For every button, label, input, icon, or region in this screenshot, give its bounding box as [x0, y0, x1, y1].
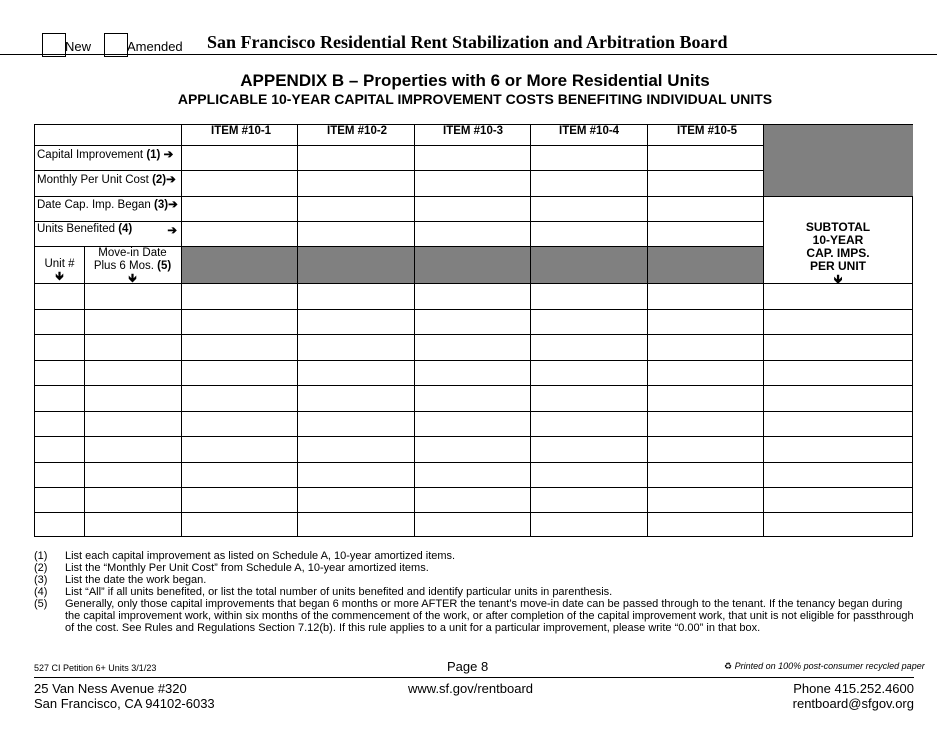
- arrow-right-icon: ➔: [166, 174, 176, 186]
- row-label-units-benefited: [37, 223, 179, 235]
- subtotal-header: [763, 221, 913, 286]
- footnote-text: List the date the work began.: [65, 574, 207, 586]
- address-line2: San Francisco, CA 94102-6033: [34, 696, 215, 711]
- footnotes: [34, 550, 914, 634]
- footnote-text: List each capital improvement as listed on Schedule A, 10-year amortized items.: [65, 550, 456, 562]
- page-subtitle: APPLICABLE 10-YEAR CAPITAL IMPROVEMENT COSTS BENEFITING INDIVIDUAL UNITS: [177, 91, 773, 107]
- movein-line2: Plus 6 Mos.: [93, 260, 154, 272]
- footnote-text: Generally, only those capital improvements that began 6 months or more AFTER the tenant’s move-in date can be passed through to the tenant. If the tenancy began during the capital improvement work, within six months of the commencement of the work, or after completion of the capital improvement work, that unit is not eligible for passthrough of the cost. See Rules and Regulations Section 7.12(b). If this rule applies to a unit for a particular improvement, please write “0.00” in that box.: [65, 598, 914, 634]
- movein-line1: Move-in Date: [98, 247, 167, 259]
- hline: [35, 512, 913, 513]
- arrow-down-icon: 🡻: [55, 271, 64, 283]
- hline: [35, 221, 763, 222]
- phone-number: Phone 415.252.4600: [793, 681, 914, 696]
- hline: [35, 487, 913, 488]
- arrow-down-icon: 🡻: [833, 272, 843, 286]
- recycled-note: [724, 661, 925, 672]
- footnote-num: (3): [34, 574, 48, 586]
- footer-rule: [34, 677, 914, 678]
- item-header-5: ITEM #10-5: [677, 125, 738, 137]
- subtotal-line: SUBTOTAL: [805, 220, 871, 234]
- item-header-4: ITEM #10-4: [559, 125, 620, 137]
- page-number: Page 8: [447, 659, 489, 674]
- units-benefited-ref: (4): [118, 223, 133, 235]
- website-link[interactable]: www.sf.gov/rentboard: [408, 681, 534, 696]
- footnote: [34, 562, 914, 574]
- hline: [35, 411, 913, 412]
- subtotal-line: CAP. IMPS.: [806, 246, 870, 260]
- hline: [35, 170, 763, 171]
- row-label-monthly-cost: [37, 172, 176, 186]
- footnote: [34, 574, 914, 586]
- shaded-block-movein-row: [181, 246, 763, 283]
- footnote-num: (2): [34, 562, 48, 574]
- form-header: [0, 0, 950, 56]
- vline: [530, 125, 531, 537]
- item-header-3: ITEM #10-3: [443, 125, 504, 137]
- movein-date-header: [84, 247, 181, 286]
- address-line1: 25 Van Ness Avenue #320: [34, 681, 187, 696]
- row-label-date-began: [37, 197, 178, 211]
- footnote-num: (1): [34, 550, 48, 562]
- cap-improvement-text: Capital Improvement: [37, 149, 144, 161]
- item-header-2: ITEM #10-2: [327, 125, 388, 137]
- footnote: [34, 586, 914, 598]
- date-began-text: Date Cap. Imp. Began: [37, 199, 151, 211]
- hline: [35, 360, 913, 361]
- footnote-text: List the “Monthly Per Unit Cost” from Schedule A, 10-year amortized items.: [65, 562, 429, 574]
- monthly-cost-text: Monthly Per Unit Cost: [37, 174, 149, 186]
- form-id: 527 CI Petition 6+ Units 3/1/23: [34, 663, 157, 673]
- vline: [414, 125, 415, 537]
- subtotal-line: 10-YEAR: [812, 233, 864, 247]
- units-benefited-text: Units Benefited: [37, 223, 115, 235]
- board-name: San Francisco Residential Rent Stabilization and Arbitration Board: [207, 32, 728, 52]
- monthly-cost-ref: (2): [152, 174, 167, 186]
- unit-number-header: [35, 258, 84, 284]
- footnote: [34, 550, 914, 562]
- arrow-right-icon: ➔: [167, 225, 177, 237]
- contact-block: [793, 681, 914, 711]
- address-block: [34, 681, 215, 711]
- vline: [181, 125, 182, 537]
- new-label: New: [65, 39, 92, 54]
- hline: [35, 385, 913, 386]
- recycle-icon: ♻: [724, 661, 733, 671]
- email-link[interactable]: rentboard@sfgov.org: [792, 696, 914, 711]
- header-rule: [0, 54, 937, 55]
- arrow-right-icon: ➔: [163, 149, 174, 161]
- hline: [35, 309, 913, 310]
- movein-ref: (5): [157, 260, 172, 272]
- cap-improvement-ref: (1): [146, 149, 161, 161]
- row-label-capital-improvement: [37, 147, 173, 161]
- vline: [763, 125, 764, 537]
- vline: [647, 125, 648, 537]
- footnote-num: (5): [34, 598, 48, 610]
- page-title: APPENDIX B – Properties with 6 or More Residential Units: [240, 71, 710, 90]
- vline: [84, 246, 85, 537]
- hline: [35, 436, 913, 437]
- hline: [35, 334, 913, 335]
- recycled-text: Printed on 100% post-consumer recycled paper: [734, 661, 925, 671]
- subtotal-line: PER UNIT: [809, 259, 866, 273]
- hline: [35, 462, 913, 463]
- amended-label: Amended: [127, 39, 183, 54]
- arrow-down-icon: 🡻: [128, 273, 137, 285]
- footnote-text: List “All” if all units benefited, or list the total number of units benefited and identify particular units in parenthesis.: [65, 586, 613, 598]
- capital-improvement-table: [34, 124, 913, 537]
- item-header-1: ITEM #10-1: [211, 125, 272, 137]
- footnote-num: (4): [34, 586, 48, 598]
- date-began-ref: (3): [154, 199, 169, 211]
- arrow-right-icon: ➔: [168, 199, 178, 211]
- hline: [35, 145, 763, 146]
- unit-header-text: Unit #: [44, 258, 75, 270]
- shaded-block-top-right: [763, 125, 913, 196]
- footnote: [34, 598, 914, 634]
- vline: [297, 125, 298, 537]
